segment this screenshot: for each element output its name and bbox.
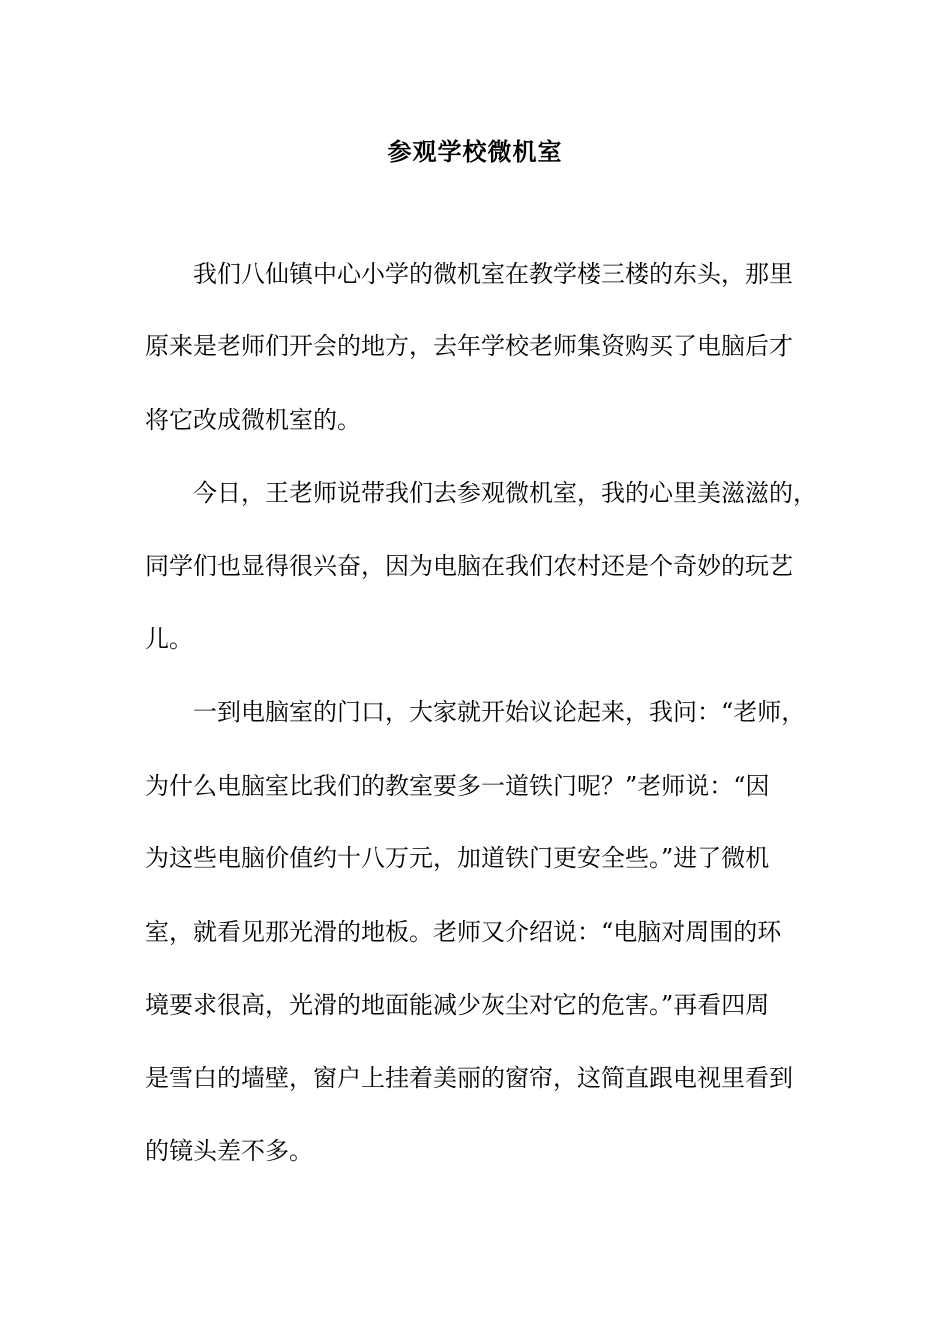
paragraph-1-line-1: 我们八仙镇中心小学的微机室在教学楼三楼的东头，那里: [193, 260, 793, 288]
paragraph-2-line-3: 儿。: [145, 625, 193, 653]
paragraph-3-line-1: 一到电脑室的门口，大家就开始议论起来，我问：“老师，: [193, 698, 806, 726]
paragraph-3-line-3: 为这些电脑价值约十八万元，加道铁门更安全些。”进了微机: [145, 844, 770, 872]
paragraph-3-line-2: 为什么电脑室比我们的教室要多一道铁门呢？”老师说：“因: [145, 772, 770, 800]
paragraph-3-line-7: 的镜头差不多。: [145, 1137, 313, 1165]
document-title: 参观学校微机室: [387, 137, 563, 166]
paragraph-2-line-1: 今日，王老师说带我们去参观微机室，我的心里美滋滋的，: [193, 479, 817, 507]
paragraph-3-line-4: 室，就看见那光滑的地板。老师又介绍说：“电脑对周围的环: [145, 918, 782, 946]
paragraph-3-line-6: 是雪白的墙壁，窗户上挂着美丽的窗帘，这简直跟电视里看到: [145, 1064, 793, 1092]
paragraph-1-line-3: 将它改成微机室的。: [145, 406, 361, 434]
paragraph-2-line-2: 同学们也显得很兴奋，因为电脑在我们农村还是个奇妙的玩艺: [145, 552, 793, 580]
paragraph-1-line-2: 原来是老师们开会的地方，去年学校老师集资购买了电脑后才: [145, 332, 793, 360]
paragraph-3-line-5: 境要求很高，光滑的地面能减少灰尘对它的危害。”再看四周: [145, 991, 770, 1019]
